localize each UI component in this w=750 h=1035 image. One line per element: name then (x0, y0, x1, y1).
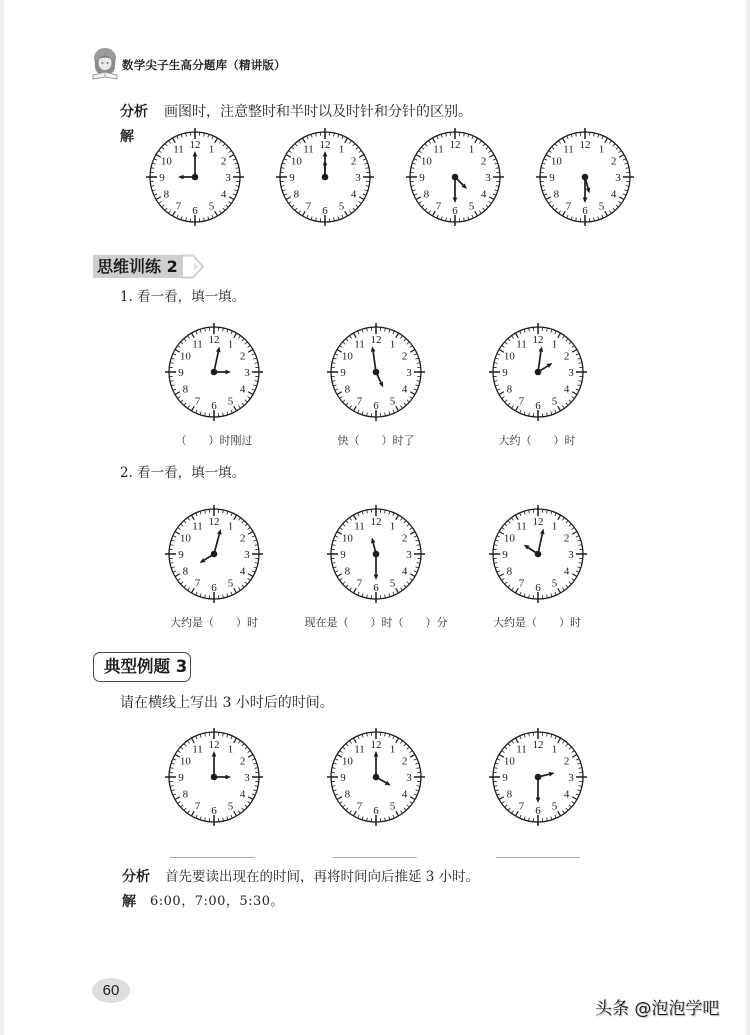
svg-text:3: 3 (244, 771, 250, 784)
svg-text:3: 3 (406, 366, 412, 379)
question-1-prompt: 1. 看一看，填一填。 (120, 289, 246, 305)
svg-text:6: 6 (211, 804, 217, 817)
svg-text:11: 11 (354, 338, 365, 351)
svg-text:9: 9 (178, 366, 184, 379)
answer-line-3 (496, 857, 580, 858)
svg-text:3: 3 (355, 171, 361, 184)
svg-text:6: 6 (535, 399, 541, 412)
svg-text:7: 7 (435, 200, 442, 213)
svg-text:4: 4 (401, 383, 408, 396)
center-pin (373, 774, 380, 781)
svg-text:10: 10 (503, 755, 515, 768)
svg-text:5: 5 (338, 200, 345, 213)
svg-text:5: 5 (389, 395, 396, 408)
svg-text:1: 1 (389, 520, 396, 533)
svg-text:5: 5 (551, 395, 558, 408)
svg-text:8: 8 (506, 788, 513, 801)
svg-text:10: 10 (160, 155, 172, 168)
center-pin (211, 551, 218, 558)
center-pin (535, 774, 542, 781)
svg-text:5: 5 (227, 395, 234, 408)
svg-text:7: 7 (194, 800, 201, 813)
svg-text:11: 11 (563, 143, 574, 156)
svg-text:2: 2 (563, 350, 570, 363)
svg-text:9: 9 (178, 771, 184, 784)
example-clock-2 (326, 727, 426, 827)
training-title: 思维训练 2 (97, 257, 178, 276)
svg-text:2: 2 (239, 532, 246, 545)
svg-text:12: 12 (532, 515, 544, 528)
svg-text:5: 5 (208, 200, 215, 213)
svg-text:11: 11 (516, 520, 527, 533)
svg-text:11: 11 (192, 520, 203, 533)
svg-text:11: 11 (516, 743, 527, 756)
example-analysis-label: 分析 (122, 869, 150, 885)
svg-text:7: 7 (356, 800, 363, 813)
svg-text:11: 11 (303, 143, 314, 156)
svg-text:11: 11 (192, 338, 203, 351)
svg-text:11: 11 (354, 743, 365, 756)
svg-text:12: 12 (579, 138, 591, 151)
svg-text:9: 9 (340, 548, 346, 561)
svg-text:7: 7 (565, 200, 572, 213)
svg-text:11: 11 (173, 143, 184, 156)
svg-text:6: 6 (373, 804, 379, 817)
svg-text:12: 12 (319, 138, 331, 151)
svg-text:9: 9 (289, 171, 295, 184)
svg-text:9: 9 (178, 548, 184, 561)
svg-text:6: 6 (452, 204, 458, 217)
svg-text:5: 5 (227, 800, 234, 813)
svg-text:6: 6 (373, 399, 379, 412)
example-answer-label: 解 (122, 894, 136, 910)
page-edge-left (0, 0, 4, 1035)
svg-text:1: 1 (338, 143, 345, 156)
page-edge-right (746, 0, 750, 1035)
svg-text:4: 4 (220, 188, 227, 201)
solution-clock-1 (145, 127, 245, 227)
svg-text:12: 12 (189, 138, 201, 151)
svg-text:9: 9 (502, 548, 508, 561)
svg-text:12: 12 (208, 333, 220, 346)
svg-text:5: 5 (227, 577, 234, 590)
svg-text:4: 4 (401, 565, 408, 578)
answer-line-2 (333, 857, 417, 858)
svg-text:6: 6 (211, 581, 217, 594)
svg-text:4: 4 (350, 188, 357, 201)
svg-text:1: 1 (551, 743, 558, 756)
question-1-blank-2: 快（ ）时了 (337, 434, 415, 447)
watermark: 头条 @泡泡学吧 (595, 999, 720, 1019)
svg-text:9: 9 (159, 171, 165, 184)
svg-text:1: 1 (551, 520, 558, 533)
svg-text:8: 8 (182, 788, 189, 801)
svg-text:2: 2 (220, 155, 227, 168)
svg-text:4: 4 (239, 383, 246, 396)
svg-text:2: 2 (563, 532, 570, 545)
svg-text:8: 8 (344, 565, 351, 578)
svg-text:4: 4 (563, 565, 570, 578)
svg-text:10: 10 (290, 155, 302, 168)
analysis-text: 画图时，注意整时和半时以及时针和分针的区别。 (164, 104, 472, 120)
svg-text:1: 1 (551, 338, 558, 351)
question-2-clock-2 (326, 504, 426, 604)
svg-text:9: 9 (340, 771, 346, 784)
svg-text:2: 2 (610, 155, 617, 168)
svg-text:6: 6 (373, 581, 379, 594)
svg-text:4: 4 (401, 788, 408, 801)
svg-text:10: 10 (179, 755, 191, 768)
svg-text:10: 10 (341, 755, 353, 768)
svg-text:1: 1 (227, 520, 234, 533)
svg-text:12: 12 (370, 738, 382, 751)
question-2-clock-1 (164, 504, 264, 604)
svg-text:8: 8 (293, 188, 300, 201)
svg-text:1: 1 (389, 338, 396, 351)
svg-text:9: 9 (419, 171, 425, 184)
question-1-clock-2 (326, 322, 426, 422)
center-pin (211, 369, 218, 376)
question-1-blank-1: （ ）时刚过 (175, 434, 253, 447)
example-clock-1 (164, 727, 264, 827)
question-2-blank-3: 大约是（ ）时 (493, 616, 581, 629)
center-pin (535, 369, 542, 376)
svg-text:8: 8 (344, 383, 351, 396)
svg-text:10: 10 (341, 350, 353, 363)
solution-clock-3 (405, 127, 505, 227)
svg-text:10: 10 (503, 532, 515, 545)
question-1-blank-3: 大约（ ）时 (498, 434, 576, 447)
question-1-clock-1 (164, 322, 264, 422)
svg-text:5: 5 (551, 800, 558, 813)
svg-text:12: 12 (208, 515, 220, 528)
svg-text:4: 4 (239, 565, 246, 578)
center-pin (582, 174, 589, 181)
svg-text:2: 2 (480, 155, 487, 168)
svg-text:2: 2 (350, 155, 357, 168)
svg-text:11: 11 (433, 143, 444, 156)
svg-text:3: 3 (244, 366, 250, 379)
svg-text:12: 12 (532, 333, 544, 346)
svg-text:2: 2 (401, 350, 408, 363)
center-pin (373, 551, 380, 558)
avatar-icon (91, 46, 119, 82)
svg-text:2: 2 (239, 350, 246, 363)
svg-text:9: 9 (549, 171, 555, 184)
svg-text:2: 2 (401, 532, 408, 545)
svg-text:5: 5 (468, 200, 475, 213)
svg-text:3: 3 (568, 366, 574, 379)
svg-text:8: 8 (344, 788, 351, 801)
answer-line-1 (170, 857, 255, 858)
svg-text:5: 5 (598, 200, 605, 213)
svg-text:3: 3 (568, 548, 574, 561)
svg-text:1: 1 (227, 743, 234, 756)
svg-text:1: 1 (208, 143, 215, 156)
svg-text:9: 9 (340, 366, 346, 379)
svg-text:8: 8 (182, 565, 189, 578)
svg-text:8: 8 (506, 565, 513, 578)
svg-text:6: 6 (211, 399, 217, 412)
svg-text:12: 12 (370, 515, 382, 528)
svg-text:8: 8 (182, 383, 189, 396)
svg-text:6: 6 (322, 204, 328, 217)
svg-text:5: 5 (389, 800, 396, 813)
svg-text:1: 1 (389, 743, 396, 756)
svg-text:7: 7 (305, 200, 312, 213)
svg-text:1: 1 (227, 338, 234, 351)
svg-text:10: 10 (179, 350, 191, 363)
svg-text:7: 7 (194, 577, 201, 590)
question-2-blank-1: 大约是（ ）时 (170, 616, 258, 629)
question-2-blank-2: 现在是（ ）时（ ）分 (304, 616, 448, 629)
svg-text:9: 9 (502, 366, 508, 379)
svg-text:4: 4 (563, 788, 570, 801)
svg-text:2: 2 (239, 755, 246, 768)
example-answer-text: 6:00，7:00，5:30。 (150, 894, 285, 909)
svg-text:3: 3 (225, 171, 231, 184)
center-pin (322, 174, 329, 181)
svg-text:7: 7 (356, 577, 363, 590)
center-pin (535, 551, 542, 558)
question-2-prompt: 2. 看一看，填一填。 (120, 465, 246, 481)
svg-text:4: 4 (239, 788, 246, 801)
answer-label: 解 (120, 129, 134, 145)
svg-text:6: 6 (535, 581, 541, 594)
svg-text:4: 4 (563, 383, 570, 396)
svg-text:8: 8 (506, 383, 513, 396)
svg-text:7: 7 (518, 577, 525, 590)
svg-text:3: 3 (615, 171, 621, 184)
svg-text:4: 4 (610, 188, 617, 201)
svg-text:3: 3 (485, 171, 491, 184)
svg-text:1: 1 (598, 143, 605, 156)
svg-text:7: 7 (175, 200, 182, 213)
svg-text:3: 3 (406, 771, 412, 784)
solution-clock-4 (535, 127, 635, 227)
svg-text:12: 12 (449, 138, 461, 151)
svg-text:8: 8 (553, 188, 560, 201)
center-pin (211, 774, 218, 781)
svg-text:2: 2 (401, 755, 408, 768)
example-analysis-text: 首先要读出现在的时间，再将时间向后推延 3 小时。 (165, 869, 480, 885)
svg-text:12: 12 (532, 738, 544, 751)
svg-text:11: 11 (192, 743, 203, 756)
svg-text:8: 8 (423, 188, 430, 201)
example-prompt: 请在横线上写出 3 小时后的时间。 (120, 695, 334, 711)
svg-text:7: 7 (356, 395, 363, 408)
svg-text:12: 12 (370, 333, 382, 346)
svg-text:3: 3 (406, 548, 412, 561)
svg-text:7: 7 (518, 395, 525, 408)
center-pin (452, 174, 459, 181)
svg-text:2: 2 (563, 755, 570, 768)
svg-text:10: 10 (341, 532, 353, 545)
svg-text:10: 10 (179, 532, 191, 545)
svg-text:3: 3 (568, 771, 574, 784)
example-title: 典型例题 3 (104, 657, 188, 676)
svg-text:6: 6 (582, 204, 588, 217)
svg-text:7: 7 (518, 800, 525, 813)
svg-text:5: 5 (551, 577, 558, 590)
svg-text:8: 8 (163, 188, 170, 201)
svg-text:10: 10 (420, 155, 432, 168)
svg-text:9: 9 (502, 771, 508, 784)
question-2-clock-3 (488, 504, 588, 604)
page-number: 60 (92, 978, 130, 1003)
svg-text:6: 6 (535, 804, 541, 817)
example-clock-3 (488, 727, 588, 827)
svg-text:1: 1 (468, 143, 475, 156)
svg-text:4: 4 (480, 188, 487, 201)
svg-text:3: 3 (244, 548, 250, 561)
svg-text:7: 7 (194, 395, 201, 408)
svg-text:10: 10 (503, 350, 515, 363)
svg-text:6: 6 (192, 204, 198, 217)
question-1-clock-3 (488, 322, 588, 422)
solution-clock-2 (275, 127, 375, 227)
center-pin (373, 369, 380, 376)
analysis-label: 分析 (120, 104, 148, 120)
svg-text:5: 5 (389, 577, 396, 590)
svg-text:11: 11 (354, 520, 365, 533)
center-pin (192, 174, 199, 181)
svg-text:11: 11 (516, 338, 527, 351)
svg-text:10: 10 (550, 155, 562, 168)
book-title: 数学尖子生高分题库（精讲版） (122, 58, 286, 72)
svg-text:12: 12 (208, 738, 220, 751)
